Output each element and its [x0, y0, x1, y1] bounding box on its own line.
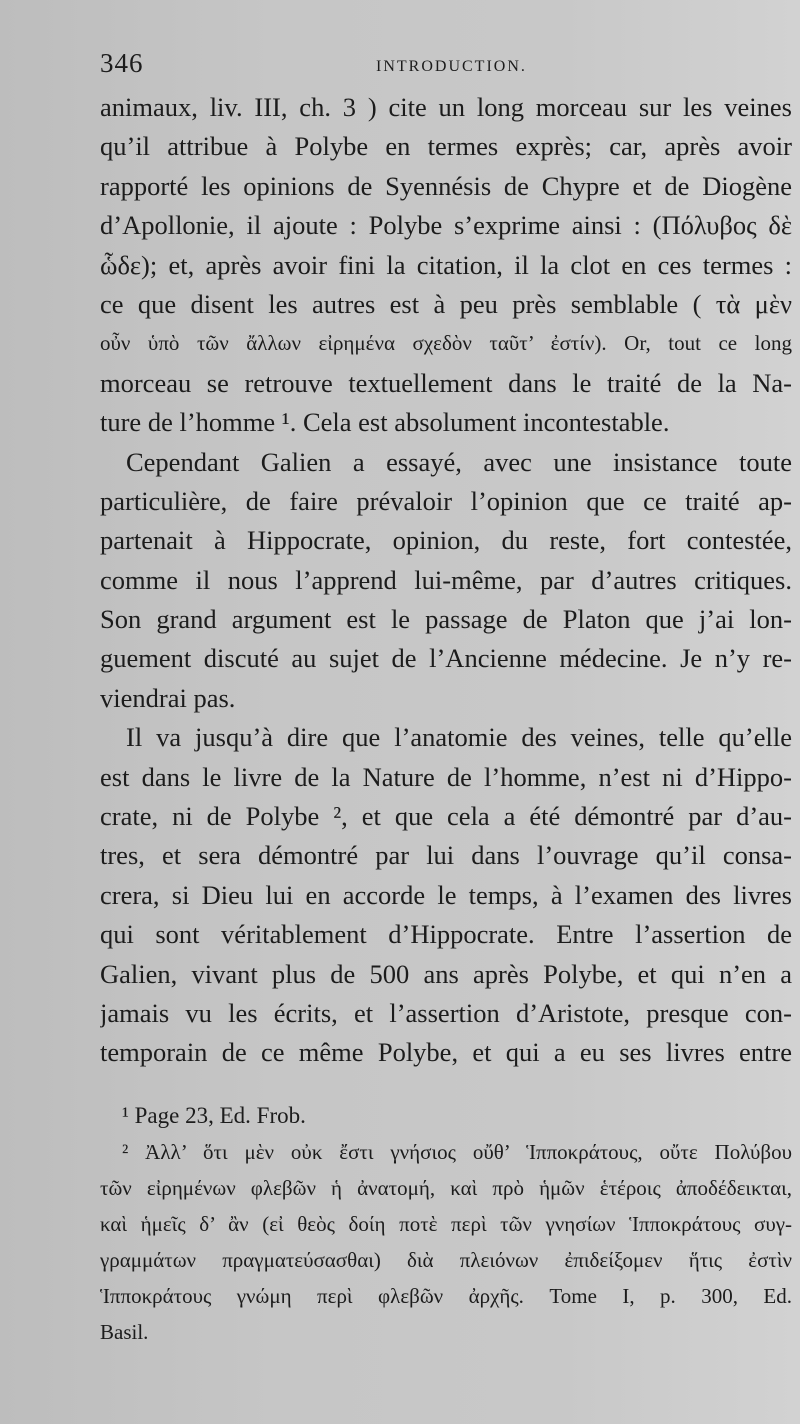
text-line: jamais vu les écrits, et l’assertion d’Aristote, presque con- — [100, 997, 792, 1028]
body-text — [100, 88, 792, 1073]
page-header — [100, 48, 790, 84]
text-line: Galien, vivant plus de 500 ans après Polybe, et qui n’en a — [100, 958, 792, 989]
text-line: ce que disent les autres est à peu près semblable ( τὰ μὲν — [100, 288, 792, 319]
text-line: οὖν ὑπὸ τῶν ἄλλων εἰρημένα σχεδὸν ταῦτ’ ἐστίν). Or, tout ce long — [100, 331, 792, 356]
page-number: 346 — [100, 48, 144, 78]
footnote-line: ² Ἀλλ’ ὅτι μὲν οὐκ ἔστι γνήσιος οὔθ’ Ἱπποκράτους, οὔτε Πολύβου — [122, 1140, 792, 1164]
text-line: viendrai pas. — [100, 682, 236, 713]
text-line: particulière, de faire prévaloir l’opinion que ce traité ap- — [100, 485, 792, 516]
text-line: ture de l’homme ¹. Cela est absolument incontestable. — [100, 407, 670, 438]
footnote-line: καὶ ἡμεῖς δ’ ἂν (εἰ θεὸς δοίη ποτὲ περὶ τῶν γνησίων Ἱπποκράτους συγ- — [100, 1212, 792, 1236]
text-line: crate, ni de Polybe ², et que cela a été démontré par d’au- — [100, 801, 792, 832]
text-line: animaux, liv. III, ch. 3 ) cite un long morceau sur les veines — [100, 92, 792, 122]
running-head: INTRODUCTION. — [376, 58, 527, 75]
text-line: d’Apollonie, il ajoute : Polybe s’exprime ainsi : (Πόλυβος δὲ — [100, 210, 792, 241]
footnote-line: ¹ Page 23, Ed. Frob. — [122, 1103, 306, 1128]
text-line: Son grand argument est le passage de Platon que j’ai lon- — [100, 604, 792, 635]
text-line: comme il nous l’apprend lui-même, par d’autres critiques. — [100, 564, 792, 595]
text-line: rapporté les opinions de Syennésis de Chypre et de Diogène — [100, 170, 792, 201]
footnote-line: Basil. — [100, 1320, 149, 1344]
text-line: qui sont véritablement d’Hippocrate. Entre l’assertion de — [100, 919, 792, 950]
text-line: morceau se retrouve textuellement dans le traité de la Na- — [100, 367, 792, 398]
footnote-line: τῶν εἰρημένων φλεβῶν ἡ ἀνατομή, καὶ πρὸ ἡμῶν ἑτέροις ἀποδέδεικται, — [100, 1176, 792, 1200]
text-line: temporain de ce même Polybe, et qui a eu ses livres entre — [100, 1037, 792, 1068]
text-line: tres, et sera démontré par lui dans l’ouvrage qu’il consa- — [100, 840, 792, 871]
text-line: qu’il attribue à Polybe en termes exprès; car, après avoir — [100, 131, 792, 162]
text-line: Il va jusqu’à dire que l’anatomie des veines, telle qu’elle — [126, 722, 792, 753]
text-line: guement discuté au sujet de l’Ancienne médecine. Je n’y re- — [100, 643, 792, 674]
text-line: est dans le livre de la Nature de l’homme, n’est ni d’Hippo- — [100, 761, 792, 792]
text-line: ὧδε); et, après avoir fini la citation, il la clot en ces termes : — [100, 249, 792, 280]
footnote-line: γραμμάτων πραγματεύσασθαι) διὰ πλειόνων ἐπιδείξομεν ἥτις ἐστὶν — [100, 1248, 792, 1272]
footnote-line: Ἱπποκράτους γνώμη περὶ φλεβῶν ἀρχῆς. Tome I, p. 300, Ed. — [100, 1284, 792, 1308]
footnotes — [100, 1098, 792, 1350]
text-line: Cependant Galien a essayé, avec une insistance toute — [126, 446, 792, 477]
text-line: crera, si Dieu lui en accorde le temps, à l’examen des livres — [100, 879, 792, 910]
text-line: partenait à Hippocrate, opinion, du reste, fort contestée, — [100, 525, 792, 556]
